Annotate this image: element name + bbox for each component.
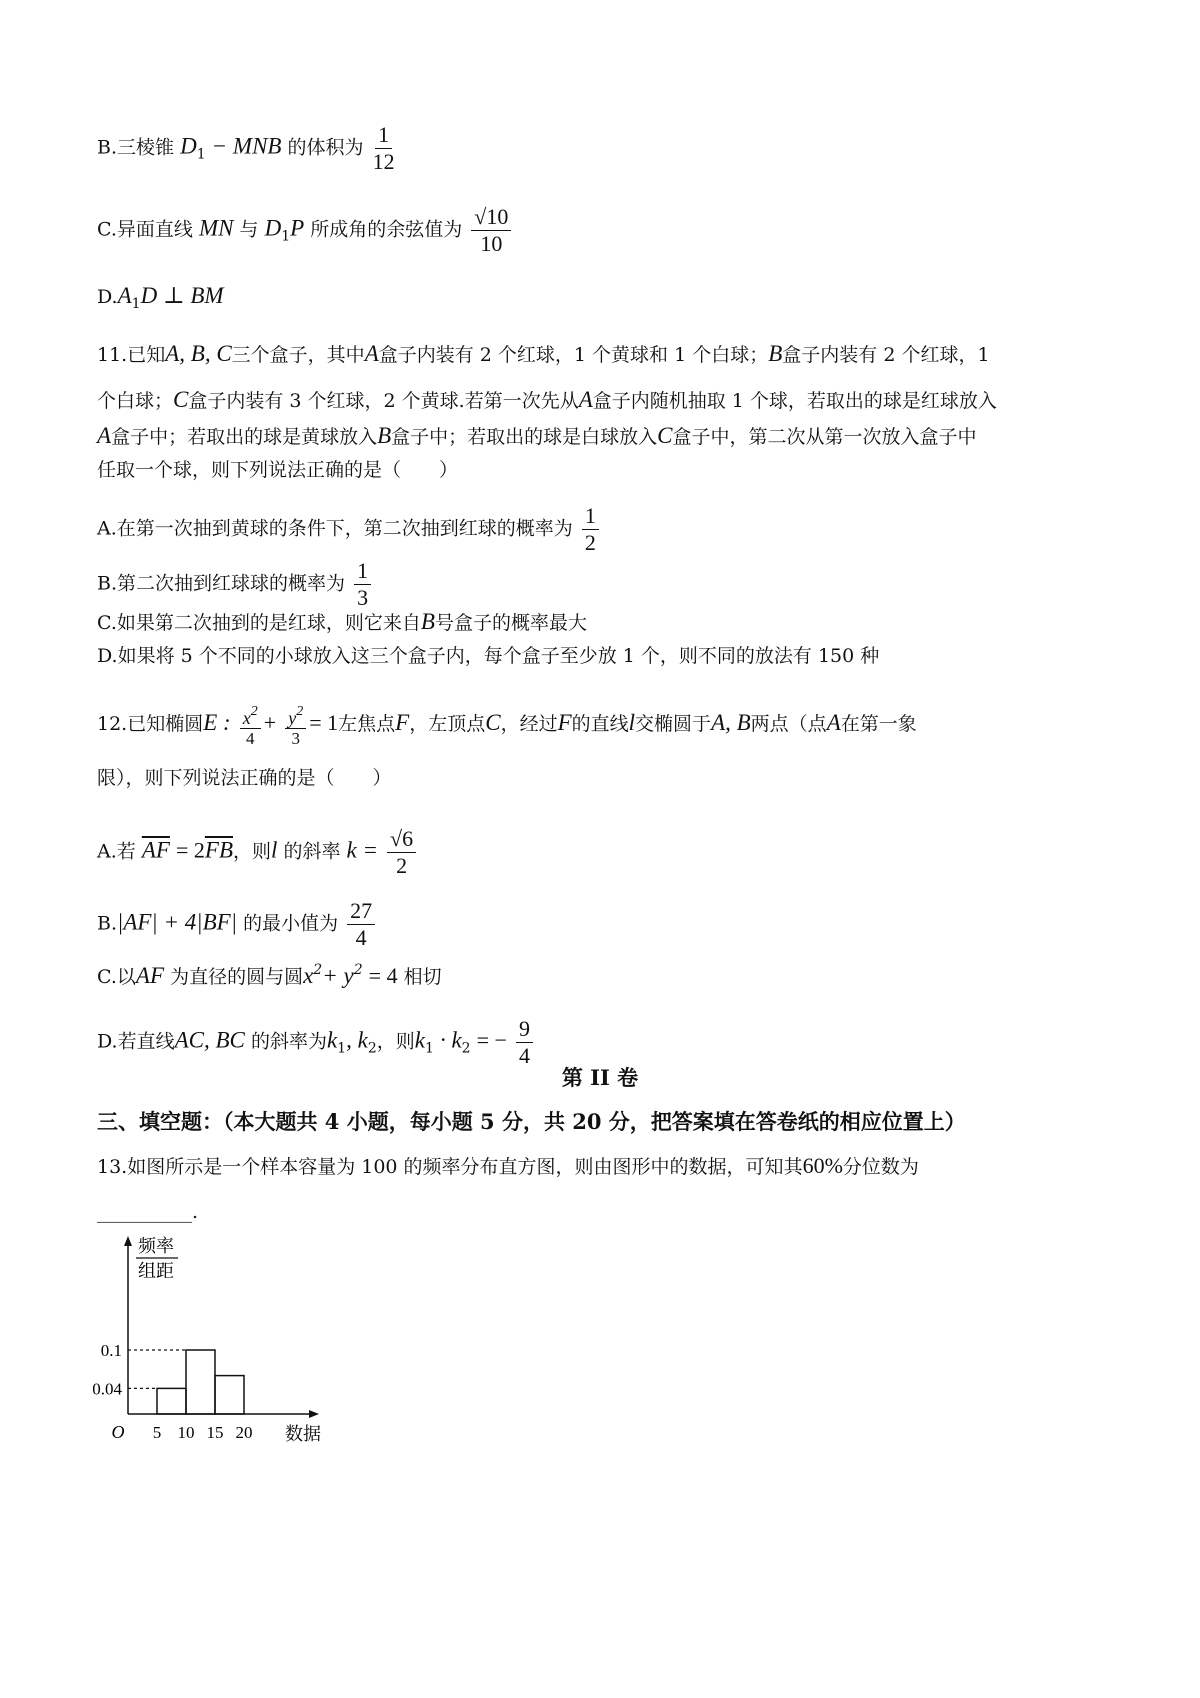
q11-c-text2: 号盒子的概率最大 — [434, 612, 587, 634]
q12-d-k: , k — [346, 1027, 368, 1053]
q10-option-b — [97, 122, 398, 175]
q12-y-fraction — [285, 702, 306, 748]
q11-a-fraction — [582, 503, 599, 556]
y-tick-label: 0.1 — [100, 1341, 122, 1360]
chart-bars — [157, 1350, 244, 1414]
q10-d-prefix: D. — [97, 286, 118, 308]
q11-c-text: C.如果第二次抽到的是红球，则它来自 — [97, 612, 421, 634]
q11-d-text: D.如果将 5 个不同的小球放入这三个盒子内，每个盒子至少放 1 个，则不同的放法有 150 种 — [97, 645, 880, 667]
frac-den: 4 — [245, 729, 255, 748]
q11-text: 盒子内装有 2 个红球，1 个黄球和 1 个白球； — [378, 344, 769, 366]
q12-c-text: 为直径的圆与圆 — [170, 966, 304, 988]
frac-den: 2 — [396, 853, 408, 878]
q12-d-k: k — [414, 1027, 425, 1053]
q10-c-mn: MN — [198, 215, 234, 241]
q12-b-text: 的最小值为 — [243, 912, 339, 935]
q12-text: ，左顶点 — [409, 713, 486, 735]
q11-text: 盒子内装有 3 个红球，2 个黄球.若第一次先从 — [188, 390, 579, 412]
q12-d-sub: 2 — [461, 1040, 471, 1057]
q11-text: 三个盒子，其中 — [231, 344, 365, 366]
q11-b-fraction — [354, 558, 371, 611]
q12-a-vec-fb: $\overline{FB}$ — [204, 837, 233, 863]
frequency-histogram — [88, 1232, 348, 1452]
q12-text: 交椭圆于 — [635, 713, 712, 735]
frac-num: √6 — [387, 826, 416, 853]
q12-var: F — [395, 710, 410, 735]
frac-den: 3 — [357, 585, 369, 610]
q12-text: 限），则下列说法正确的是（ ） — [97, 767, 392, 789]
x-tick-label: 5 — [152, 1423, 162, 1442]
q12-sq: 2 — [250, 704, 258, 719]
section-header: 三、填空题：（本大题共 4 小题，每小题 5 分，共 20 分，把答案填在答卷纸的相应位置上） — [97, 1109, 966, 1134]
q12-text: 的直线 — [571, 713, 629, 735]
frac-num: 1 — [375, 122, 392, 149]
q10-d-rest: D ⊥ BM — [140, 283, 224, 308]
q12-x-fraction — [240, 702, 261, 748]
q10-b-sub: 1 — [196, 146, 206, 163]
q11-text: 盒子内随机抽取 1 个球，若取出的球是红球放入 — [592, 390, 997, 412]
q12-c-eq: = 4 — [368, 963, 398, 988]
q12-c-text: 相切 — [403, 966, 442, 988]
q11-var: C — [657, 423, 673, 448]
q12-text: 在第一象 — [840, 713, 917, 735]
q11-line-3 — [97, 422, 977, 451]
q12-var: C — [485, 710, 501, 735]
q12-a-k: k = — [346, 837, 378, 863]
q11-abc: A, B, C — [165, 341, 232, 366]
frac-num: √10 — [471, 204, 511, 231]
q13-text-b: 分位数为 — [842, 1156, 919, 1178]
q12-text: 12.已知椭圆 — [97, 713, 204, 735]
q11-text: 盒子内装有 2 个红球，1 — [782, 344, 990, 366]
q11-var: A — [364, 341, 379, 366]
q11-line-4 — [97, 456, 458, 484]
frac-den: 10 — [480, 231, 503, 256]
q11-option-b — [97, 558, 374, 611]
q12-d-text: ，则 — [376, 1030, 415, 1053]
q12-plus: + — [263, 710, 277, 735]
histogram-bar — [215, 1376, 244, 1414]
q12-option-c — [97, 956, 442, 991]
q11-text: 个白球； — [97, 390, 174, 412]
q11-var: B — [768, 341, 783, 366]
q10-b-text2: 的体积为 — [287, 136, 364, 159]
frac-num: 27 — [347, 898, 375, 925]
q10-c-text2: 所成角的余弦值为 — [310, 218, 463, 241]
q12-c-x: x — [303, 963, 314, 988]
q11-text: 盒子中；若取出的球是黄球放入 — [111, 426, 378, 448]
q12-b-fraction — [347, 898, 375, 951]
q12-x: x — [242, 708, 251, 728]
q12-a-text: A.若 — [97, 840, 136, 863]
y-axis-label-bottom: 组距 — [138, 1261, 174, 1281]
q12-a-eq: = 2 — [175, 837, 205, 863]
q12-a-l: l — [271, 837, 278, 863]
histogram-bar — [186, 1350, 215, 1414]
q12-option-b — [97, 898, 378, 951]
answer-blank: __________. — [97, 1201, 199, 1223]
q12-d-sub: 1 — [337, 1040, 347, 1057]
frac-num: 1 — [354, 558, 371, 585]
q12-c-y: + y — [322, 963, 354, 988]
q12-var: F — [557, 710, 572, 735]
q12-c-text: C.以 — [97, 966, 136, 988]
q12-d-text: 的斜率为 — [250, 1030, 327, 1053]
q12-d-lines: AC, BC — [174, 1027, 245, 1053]
volume-title: 第 II 卷 — [561, 1065, 639, 1090]
q11-option-c — [97, 608, 587, 637]
x-axis-label: 数据 — [285, 1424, 321, 1444]
q12-a-text: 的斜率 — [283, 840, 341, 863]
y-tick-label: 0.04 — [92, 1379, 122, 1399]
q10-option-d — [97, 282, 224, 318]
frac-num: 9 — [516, 1016, 533, 1043]
frac-den: 4 — [519, 1043, 530, 1068]
frac-den: 3 — [291, 729, 300, 748]
q10-d-a: A — [117, 283, 132, 308]
q10-option-c — [97, 204, 514, 257]
q10-d-sub: 1 — [131, 296, 141, 312]
chart-labels — [92, 1236, 321, 1444]
histogram-bar — [157, 1388, 186, 1414]
q12-a-vec-af: $\overline{AF}$ — [141, 837, 170, 863]
q12-d-sub: 2 — [367, 1040, 377, 1057]
q12-a-text: ，则 — [233, 840, 272, 863]
q11-var: A — [578, 387, 593, 412]
origin-label: O — [111, 1422, 125, 1442]
q12-c-sq: 2 — [353, 962, 363, 978]
q12-b-prefix: B. — [97, 912, 118, 935]
q10-c-sub: 1 — [281, 228, 291, 245]
x-tick-label: 15 — [206, 1423, 224, 1442]
q11-line-2 — [97, 386, 997, 415]
q10-b-mnb: − MNB — [211, 133, 282, 159]
q12-d-k: · k — [439, 1027, 462, 1053]
q12-d-sub: 1 — [424, 1040, 434, 1057]
q10-c-p: P — [290, 215, 305, 241]
q12-line-1 — [97, 702, 917, 748]
frac-den: 4 — [355, 925, 367, 950]
x-tick-label: 10 — [177, 1423, 195, 1442]
q12-var: A — [826, 710, 841, 735]
q10-c-with: 与 — [239, 218, 259, 241]
q11-text: 盒子中；若取出的球是白球放入 — [391, 426, 658, 448]
q12-b-expr: |AF| + 4|BF| — [117, 909, 238, 935]
q13-percent: 60% — [802, 1153, 843, 1178]
q12-option-a — [97, 826, 419, 879]
q10-c-fraction — [471, 204, 511, 257]
q12-var: A, B — [711, 710, 751, 735]
q12-text: 两点（点 — [750, 713, 827, 735]
q12-e: E : — [203, 710, 231, 735]
x-tick-label: 20 — [235, 1423, 253, 1442]
q10-b-text: B.三棱锥 — [97, 136, 175, 159]
q12-text: 左焦点 — [338, 713, 396, 735]
q10-c-text: C.异面直线 — [97, 218, 193, 241]
y-axis-arrow — [124, 1236, 132, 1246]
frac-den: 12 — [372, 149, 395, 174]
q11-var: B — [377, 423, 392, 448]
q12-a-fraction — [387, 826, 416, 879]
frac-den: 2 — [584, 530, 596, 555]
q12-var: l — [628, 710, 636, 735]
q11-line-1 — [97, 340, 990, 369]
q12-sq: 2 — [296, 704, 304, 719]
q12-y: y — [288, 708, 297, 728]
q10-b-fraction — [373, 122, 395, 175]
q10-b-d: D — [180, 133, 197, 159]
q12-d-eq: = − — [476, 1027, 507, 1053]
q11-option-d — [97, 642, 879, 670]
q12-c-sq: 2 — [313, 962, 323, 978]
q10-c-d: D — [264, 215, 282, 241]
q11-var: C — [173, 387, 189, 412]
q11-text: 盒子中，第二次从第一次放入盒子中 — [672, 426, 977, 448]
y-axis-label-top: 频率 — [138, 1236, 174, 1256]
q11-var: B — [420, 609, 435, 634]
q12-d-k: k — [326, 1027, 338, 1053]
q11-a-text: A.在第一次抽到黄球的条件下，第二次抽到红球的概率为 — [97, 517, 573, 540]
frac-num: 1 — [582, 503, 599, 530]
q11-text: 11.已知 — [97, 344, 166, 366]
q11-text: 任取一个球，则下列说法正确的是（ ） — [97, 459, 459, 481]
q11-option-a — [97, 503, 602, 556]
q12-eq: = 1 — [309, 710, 339, 735]
x-axis-arrow — [309, 1410, 319, 1418]
q12-line-2 — [97, 764, 392, 792]
q11-b-text: B.第二次抽到红球球的概率为 — [97, 572, 346, 595]
q11-var: A — [97, 423, 112, 448]
q12-text: ，经过 — [500, 713, 558, 735]
q12-d-text: D.若直线 — [97, 1030, 175, 1053]
q12-c-af: AF — [135, 963, 165, 988]
q13-text-a: 13.如图所示是一个样本容量为 100 的频率分布直方图，则由图形中的数据，可知其 — [97, 1156, 803, 1178]
q13-text — [97, 1152, 919, 1181]
